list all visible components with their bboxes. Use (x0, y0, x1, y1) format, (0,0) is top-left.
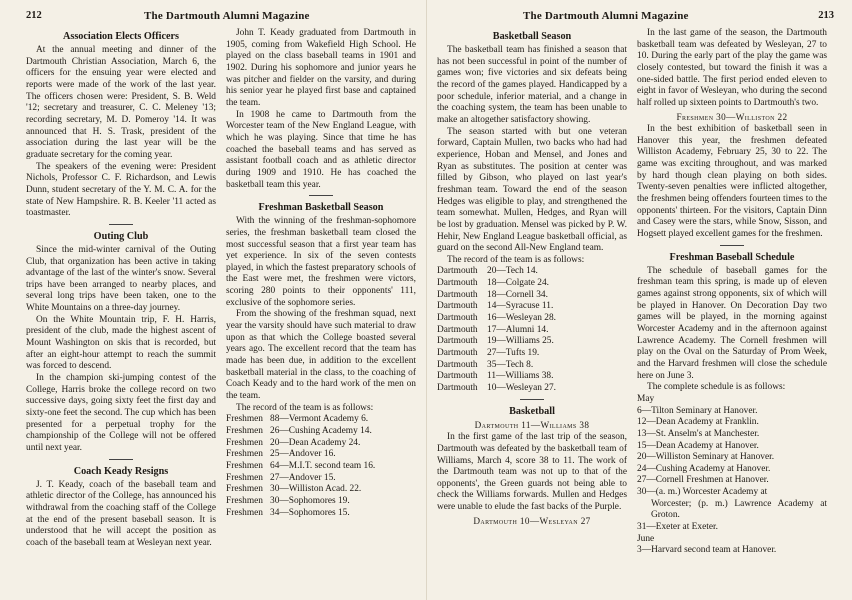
list-item: Freshmen 20—Dean Academy 24. (226, 437, 361, 448)
varsity-results-list (437, 266, 627, 394)
list-item: Freshmen 88—Vermont Academy 6. (226, 414, 369, 425)
list-item: 31—Exeter at Exeter. (637, 522, 718, 533)
keady-heading: Coach Keady Resigns (73, 465, 169, 477)
game-subheading: Dartmouth 11—Williams 38 (474, 419, 590, 430)
page-number: 212 (26, 10, 42, 21)
list-item: Freshmen 30—Williston Acad. 22. (226, 484, 362, 495)
list-item: Freshmen 27—Andover 15. (226, 472, 336, 483)
association-heading: Association Elects Officers (63, 31, 179, 42)
freshman-results-list (226, 414, 416, 519)
left-column-1 (26, 28, 216, 550)
list-item: 3—Harvard second team at Hanover. (637, 545, 777, 556)
paragraph: In the first game of the last trip of the season, Dartmouth was defeated by the basketball team of Williams, March 4, score 38 to 11. The work of the Dartmouth team was not up to that of the opponents', the Green guards not being able to check the Williams forwards. Mullen and Hedges were unable to elude the fast backs of the Purple. (437, 432, 627, 513)
freshman-basketball-heading: Freshman Basketball Season (258, 202, 384, 214)
list-item: Dartmouth 14—Syracuse 11. (437, 301, 554, 312)
list-item: 20—Williston Seminary at Hanover. (637, 452, 775, 463)
section-divider (309, 195, 333, 196)
list-item: Dartmouth 35—Tech 8. (437, 359, 534, 370)
outing-heading: Outing Club (93, 230, 149, 242)
list-item: Dartmouth 18—Cornell 34. (437, 289, 548, 300)
paragraph: The season started with but one veteran forward, Captain Mullen, two backs who had had experience, Hoban and Mensel, and Jones and Ryan as substitutes. The position at center was filled by Gibson, who played on last year's freshman team. Toward the end of the season Hedges was eligible to play, and strengthened the team somewhat. Mullen, Hedges, and Ryan will be lost by graduation. Mensel was picked by P. W. Hehir, New England League basketball official, as guard on the second All-New England team. (437, 126, 627, 254)
left-column-2 (226, 28, 416, 550)
list-item: Dartmouth 16—Wesleyan 28. (437, 313, 557, 324)
paragraph: The record of the team is as follows: (447, 254, 585, 265)
list-item: 30—(a. m.) Worcester Academy at Worcester; (p. m.) Lawrence Academy at Groton. (637, 487, 827, 521)
list-item: 24—Cushing Academy at Hanover. (637, 463, 771, 474)
paragraph: The basketball team has finished a season that has not been successful in point of the number of games won; five victories and six defeats being the record of the games played. Handicapped by a poor schedule, inferior material, and a change in the coaching system, the team has been unable to make an altogether satisfactory showing. (437, 45, 627, 125)
list-item: 13—St. Anselm's at Manchester. (637, 428, 760, 439)
list-item: Freshmen 26—Cushing Academy 14. (226, 426, 372, 436)
list-item: Dartmouth 27—Tufts 19. (437, 348, 540, 359)
list-item: Dartmouth 10—Wesleyan 27. (437, 383, 557, 394)
paragraph: In the champion ski-jumping contest of the College, Harris broke the college record on two successive days, going sixty feet the first day and sixty-one feet the second. The cup which has been presented for a perpetual trophy for the championship of the College will not be offered until next year. (26, 373, 216, 453)
list-item: Dartmouth 19—Williams 25. (437, 336, 554, 347)
paragraph: On the White Mountain trip, F. H. Harris, president of the club, made the highest ascent of Mount Washington on skis that is recorded, but after an eight-hour attempt to reach the summit was forced to descend. (26, 314, 216, 372)
list-item: 27—Cornell Freshmen at Hanover. (637, 475, 769, 486)
list-item: 6—Tilton Seminary at Hanover. (637, 405, 758, 416)
list-item: Freshmen 64—M.I.T. second team 16. (226, 460, 376, 471)
game-subheading: Freshmen 30—Williston 22 (676, 111, 788, 122)
paragraph: John T. Keady graduated from Dartmouth in 1905, coming from Wakefield High School. He played on the class baseball teams in 1901 and 1902. During his sophomore and junior years he was pitcher and fielder on the varsity, and during his senior year he played first base and captained the team. (226, 28, 416, 108)
paragraph: In 1908 he came to Dartmouth from the Worcester team of the New England League, with which he was playing. Since that time he has coached the baseball teams and has served as assistant football coach and as athletic director during 1909 and 1910. He has coached the basketball team this year. (226, 109, 416, 190)
game-subheading: Dartmouth 10—Wesleyan 27 (473, 515, 591, 526)
paragraph: With the winning of the freshman-sophomore series, the freshman basketball team closed the most successful season that a first year team has yet experience. In six of the seven contests played, in which the fastest preparatory schools of the East were met, the freshmen were victors, scoring 280 points to their opponents' 111, exclusive of the sophomore series. (226, 216, 416, 308)
list-item: Dartmouth 17—Alumni 14. (437, 324, 549, 335)
section-divider (109, 224, 133, 225)
paragraph: In the last game of the season, the Dartmouth basketball team was defeated by Wesleyan, 27 to 10. During the early part of the play the game was closely contested, but toward the finish it was a one-sided battle. The first period ended eleven to eight in favor of Wesleyan, who during the second half rolled up sixteen points to Dartmouth's two. (637, 28, 827, 108)
paragraph: The speakers of the evening were: President Nichols, Professor C. F. Richardson, and Lewis Dunn, student secretary of the Y. M. C. A. for the state of New Hampshire. R. B. Keeler '11 acted as toastmaster. (26, 161, 216, 219)
list-item: 12—Dean Academy at Franklin. (637, 417, 759, 428)
list-item: Dartmouth 20—Tech 14. (437, 266, 538, 277)
paragraph: From the showing of the freshman squad, next year the varsity should have such material to draw upon as that which the College boasted several years ago. The excellent record that the team has made has been due, in addition to the excellent basketball material in the class, to the coaching of Coach Keady and to the hard work of the men on the team. (226, 309, 416, 402)
basketball-heading: Basketball (509, 405, 555, 417)
basketball-season-heading: Basketball Season (492, 31, 572, 42)
list-item: 15—Dean Academy at Hanover. (637, 440, 759, 451)
section-divider (109, 459, 133, 460)
month-label: June (637, 533, 655, 544)
paragraph: In the best exhibition of basketball seen in Hanover this year, the freshmen defeated Williston Academy, February 25, 30 to 22. The game was exciting throughout, and was marked by hard though clean playing on both sides. Twenty-seven penalties were inflicted altogether, the freshmen being offenders fourteen times to the opponents' thirteen. For the visitors, Captain Dinn and Casey were the stars, while Snow, Sisson, and Hogsett played excellent games for the freshmen. (637, 124, 827, 239)
paragraph: J. T. Keady, coach of the baseball team and athletic director of the College, has announced his withdrawal from the coaching staff of the College at the end of the present baseball season. It is understood that he will accept the position as coach of the baseball team at Wesleyan next year. (26, 479, 216, 548)
list-item: Dartmouth 18—Colgate 24. (437, 278, 549, 289)
baseball-schedule-list (637, 394, 827, 557)
paragraph: The complete schedule is as follows: (647, 382, 786, 393)
left-page-header (26, 6, 416, 26)
list-item: Dartmouth 11—Williams 38. (437, 371, 554, 382)
paragraph: The schedule of baseball games for the freshman team this spring, is made up of eleven games against strong opponents, six of which will be played in Hanover. On Decoration Day two games will be played, in the morning against Worcester Academy and in the afternoon against Lawrence Academy. The Cornell freshmen will play on the Oval on the Saturday of Prom Week, and the Harvard freshmen will close the schedule here on June 3. (637, 265, 827, 381)
page-number: 213 (818, 10, 834, 21)
month-label: May (637, 393, 655, 404)
right-column-2 (637, 28, 827, 557)
running-head: The Dartmouth Alumni Magazine (523, 10, 689, 22)
baseball-heading: Freshman Baseball Schedule (669, 251, 795, 263)
list-item: Freshmen 30—Sophomores 19. (226, 495, 350, 506)
list-item: Freshmen 25—Andover 16. (226, 449, 336, 460)
running-head: The Dartmouth Alumni Magazine (144, 10, 310, 22)
right-column-1 (437, 28, 627, 557)
paragraph: At the annual meeting and dinner of the Dartmouth Christian Association, March 6, the officers for the ensuing year were elected and reports were made of the work of the last year. The officers chosen were: President, S. B. Weld '12; secretary and treasurer, C. C. Meleney '13; recording secretary, M. D. Pomeroy '14. It was announced that H. S. Trask, president of the association during the last year will be the graduate secretary for the coming year. (26, 45, 216, 160)
right-page (426, 0, 852, 600)
list-item: Freshmen 34—Sophomores 15. (226, 507, 350, 518)
section-divider (720, 245, 744, 246)
section-divider (520, 399, 544, 400)
paragraph: The record of the team is as follows: (236, 402, 374, 413)
paragraph: Since the mid-winter carnival of the Outing Club, that organization has been active in taking advantage of the last of the winter's snow. Several trips have been arranged to nearby places, and several long trips have been taken, one to the White Mountains on a three-day journey. (26, 244, 216, 314)
right-page-header (437, 6, 834, 26)
